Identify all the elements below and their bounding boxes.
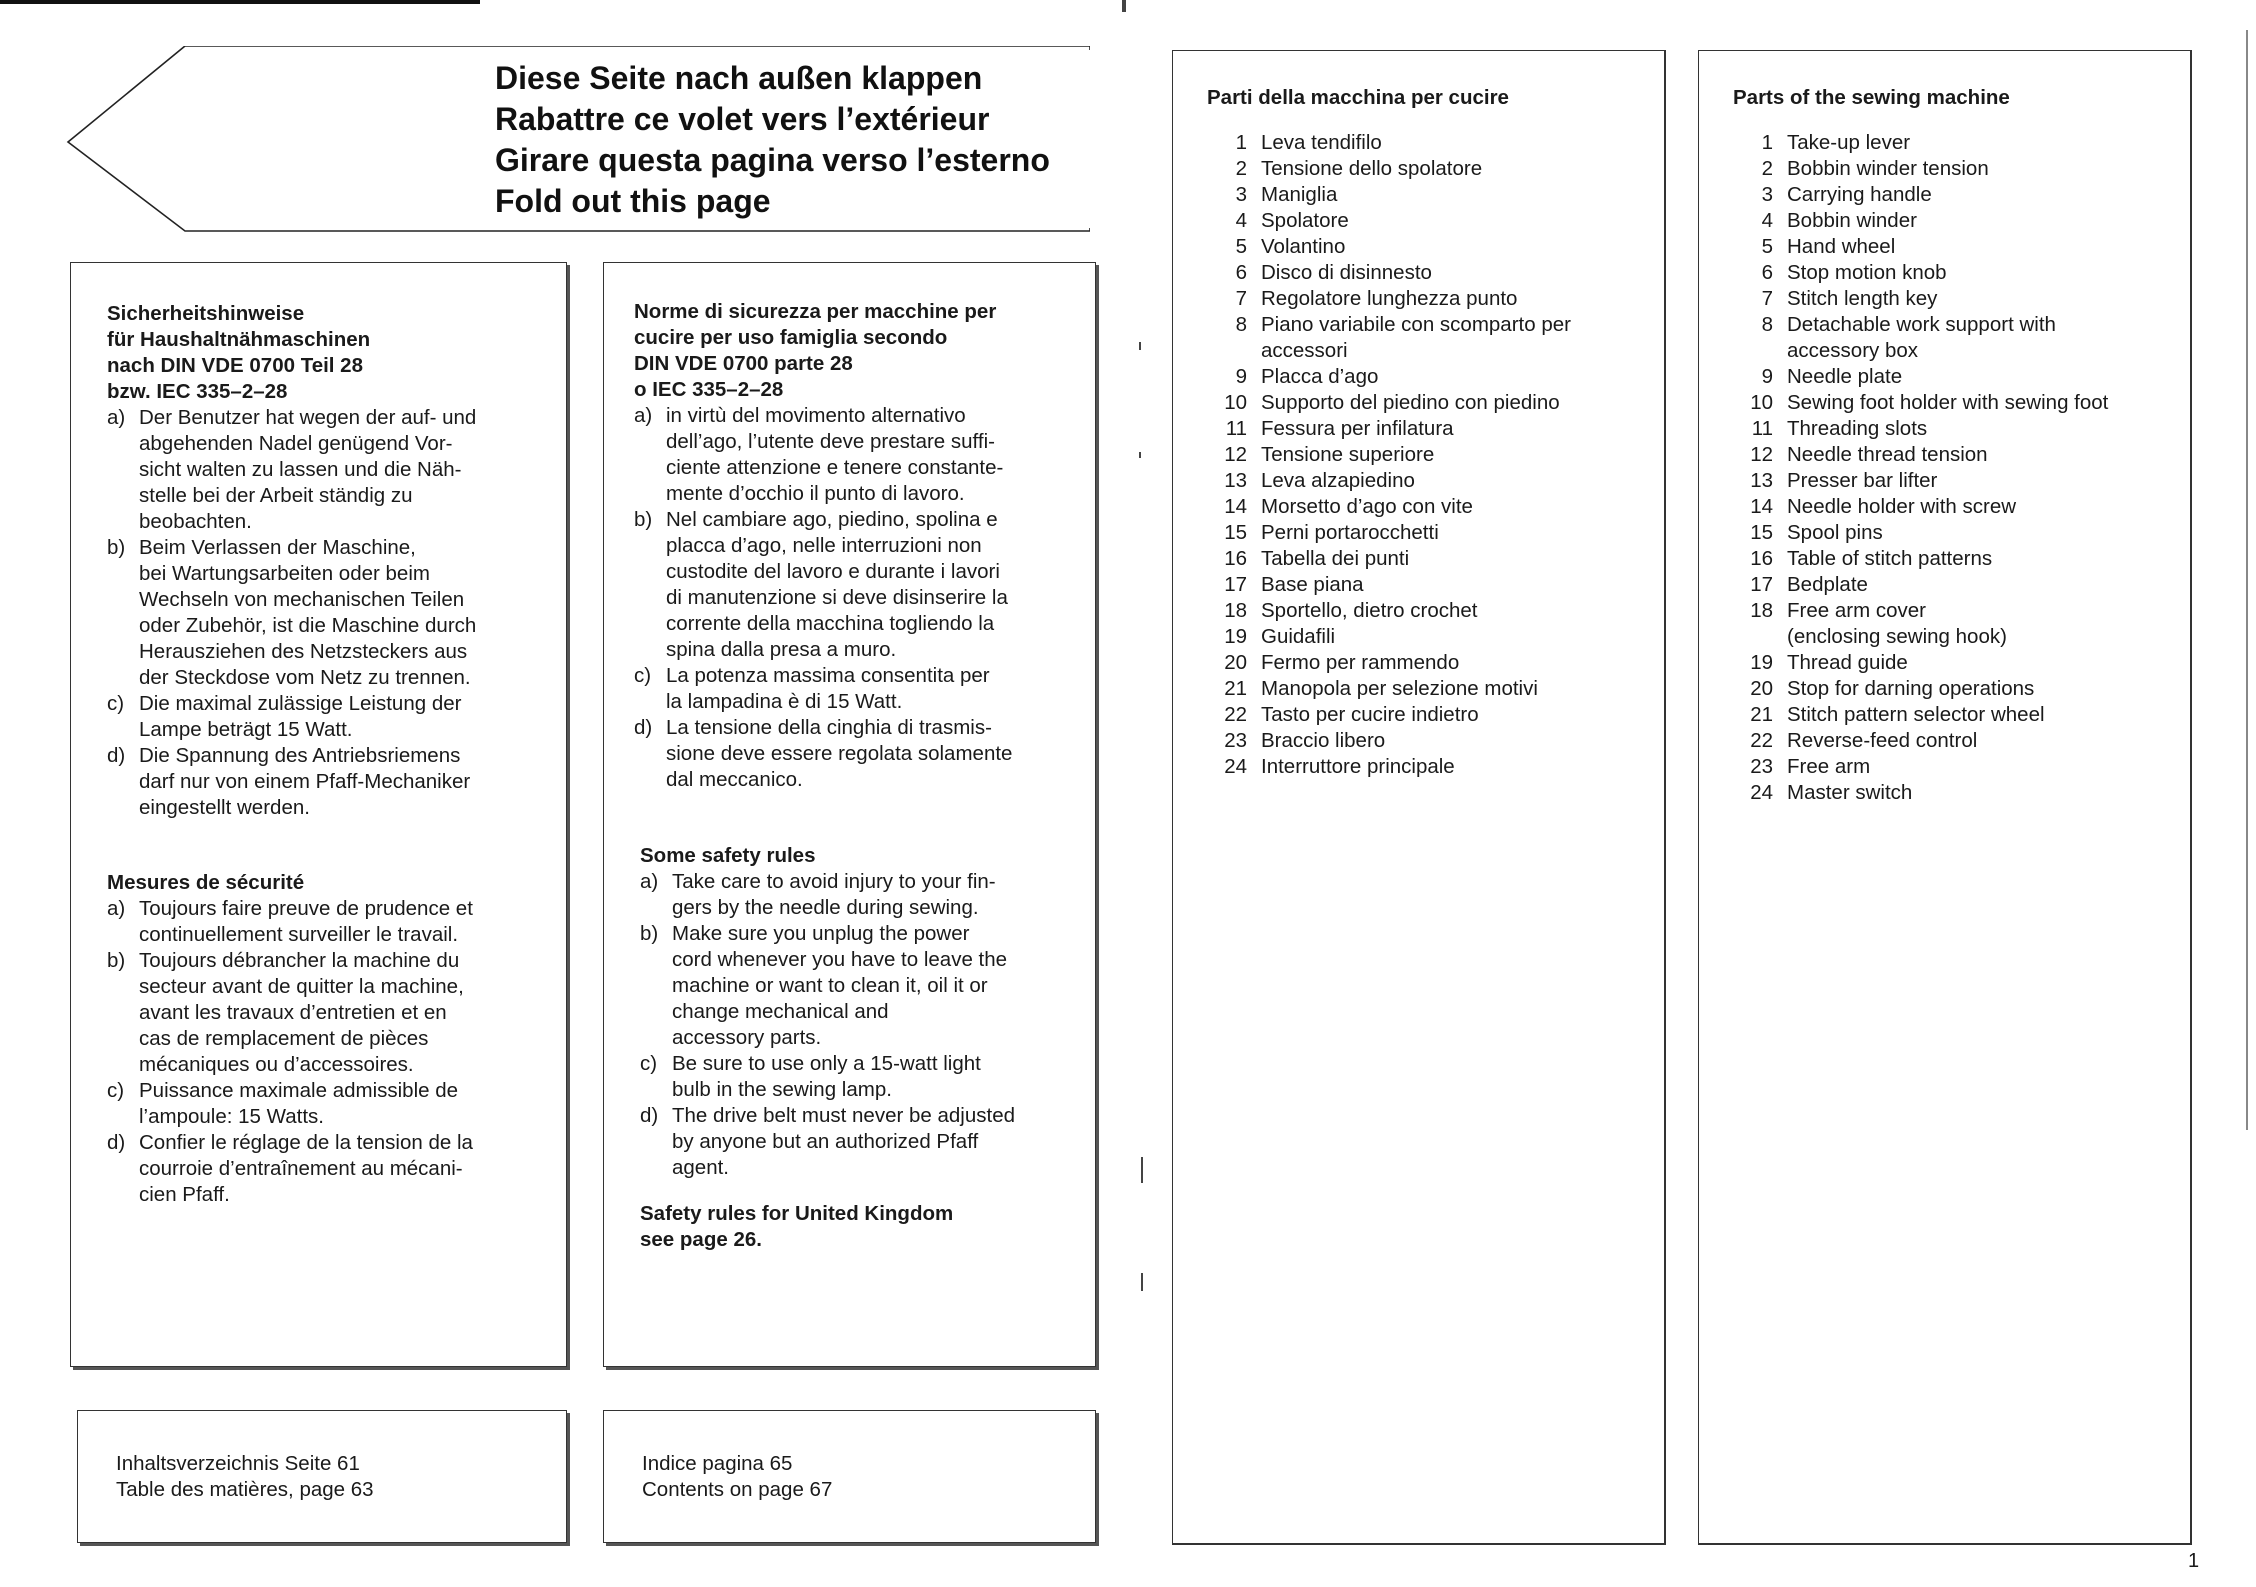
part-item [1207,416,1657,442]
part-name: Table of stitch patterns [1787,547,1993,570]
index-line-fr: Table des matières, page 63 [116,1478,374,1501]
rule-label: c) [107,1079,125,1102]
part-name: Regolatore lunghezza punto [1261,287,1518,310]
safety-rule [640,921,1086,1051]
part-name: Free arm cover (enclosing sewing hook) [1787,599,2007,648]
rule-text: Make sure you unplug the power cord whenever you have to leave the machine or want to clean it, oil it or change mechanical and accessory parts. [672,922,1008,1049]
part-item [1733,286,2185,312]
part-item [1733,468,2185,494]
safety-box-de-fr [70,262,567,1367]
part-name: Tensione superiore [1261,443,1435,466]
part-number: 14 [1750,495,1773,518]
rule-text: Toujours faire preuve de prudence et continuellement surveiller le travail. [139,897,473,946]
part-name: Morsetto d’ago con vite [1261,495,1473,518]
safety-rules-fr [107,896,557,1208]
rule-text: Die maximal zulässige Leistung der Lampe beträgt 15 Watt. [139,692,462,741]
part-item [1207,468,1657,494]
part-item [1207,130,1657,156]
part-name: Tabella dei punti [1261,547,1410,570]
safety-rule [640,869,1086,921]
part-item [1207,208,1657,234]
part-number: 23 [1750,755,1773,778]
part-name: Master switch [1787,781,1913,804]
safety-rule [107,1078,557,1130]
rule-text: Confier le réglage de la tension de la courroie d’entraînement au mécani- cien Pfaff. [139,1131,473,1206]
part-item [1733,494,2185,520]
part-number: 17 [1224,573,1247,596]
safety-section-it [634,299,1086,793]
part-item [1207,494,1657,520]
part-number: 9 [1761,365,1773,388]
rule-label: d) [640,1104,659,1127]
part-name: Take-up lever [1787,131,1911,154]
part-item [1733,780,2185,806]
rule-text: Die Spannung des Antriebsriemens darf nur von einem Pfaff-Mechaniker eingestellt werden. [139,744,471,819]
part-number: 24 [1224,755,1247,778]
rule-text: Toujours débrancher la machine du secteur avant de quitter la machine, avant les travaux d’entretien et en cas de remplacement de pièces mécaniques ou d’accessoires. [139,949,464,1076]
part-number: 15 [1750,521,1773,544]
part-item [1733,260,2185,286]
part-name: Thread guide [1787,651,1908,674]
scan-mark [1141,1157,1143,1183]
part-item [1207,598,1657,624]
part-name: Bobbin winder [1787,209,1917,232]
rule-label: b) [634,508,653,531]
part-number: 24 [1750,781,1773,804]
part-item [1733,182,2185,208]
part-item [1207,182,1657,208]
part-item [1207,286,1657,312]
rule-text: Be sure to use only a 15-watt light bulb in the sewing lamp. [672,1052,981,1101]
part-number: 17 [1750,573,1773,596]
part-number: 5 [1761,235,1773,258]
part-item [1733,390,2185,416]
part-item [1207,676,1657,702]
part-name: Presser bar lifter [1787,469,1938,492]
safety-title-de: Sicherheitshinweise für Haushaltnähmaschinen nach DIN VDE 0700 Teil 28 bzw. IEC 335–2–28 [107,302,371,403]
part-name: Perni portarocchetti [1261,521,1439,544]
fold-line-de: Diese Seite nach außen klappen [495,60,983,96]
part-name: Stitch pattern selector wheel [1787,703,2045,726]
safety-title-en: Some safety rules [640,844,816,867]
safety-rule [107,405,557,535]
rule-label: a) [107,897,126,920]
safety-rule [634,663,1086,715]
rule-text: Der Benutzer hat wegen der auf- und abgehenden Nadel genügend Vor- sicht walten zu lassen und die Näh- stelle bei der Arbeit ständig zu beobachten. [139,406,477,533]
fold-line-en: Fold out this page [495,183,771,219]
part-item [1207,312,1657,364]
part-number: 3 [1235,183,1247,206]
part-name: Spolatore [1261,209,1349,232]
part-name: Needle plate [1787,365,1903,388]
parts-section-en [1733,85,2185,806]
uk-safety-note: Safety rules for United Kingdom see page 26. [640,1202,954,1251]
part-item [1733,156,2185,182]
part-item [1733,364,2185,390]
rule-text: in virtù del movimento alternativo dell’ago, l’utente deve prestare suffi- ciente attenzione e tenere constante- mente d’occhio il punto di lavoro. [666,404,1004,505]
parts-box-it [1172,50,1666,1545]
part-number: 21 [1750,703,1773,726]
part-number: 16 [1750,547,1773,570]
part-number: 1 [1235,131,1247,154]
part-name: Guidafili [1261,625,1336,648]
safety-title-fr: Mesures de sécurité [107,871,305,894]
part-item [1207,442,1657,468]
part-item [1207,702,1657,728]
part-item [1207,520,1657,546]
part-item [1733,312,2185,364]
rule-label: a) [640,870,659,893]
fold-banner [495,58,1095,222]
part-name: Stop for darning operations [1787,677,2035,700]
index-box-de-fr [77,1410,567,1543]
part-name: Free arm [1787,755,1871,778]
part-name: Placca d’ago [1261,365,1379,388]
index-line-it: Indice pagina 65 [642,1452,793,1475]
part-number: 16 [1224,547,1247,570]
part-item [1207,728,1657,754]
part-name: Reverse-feed control [1787,729,1978,752]
part-number: 7 [1761,287,1773,310]
parts-list-it [1207,130,1657,780]
part-name: Tensione dello spolatore [1261,157,1483,180]
part-number: 20 [1224,651,1247,674]
top-edge-bar [0,0,480,4]
part-name: Needle holder with screw [1787,495,2017,518]
safety-rules-it [634,403,1086,793]
safety-rule [107,691,557,743]
part-item [1207,156,1657,182]
safety-section-de [107,301,557,821]
part-name: Leva alzapiedino [1261,469,1415,492]
scan-mark [2246,30,2248,1130]
part-name: Manopola per selezione motivi [1261,677,1538,700]
part-name: Detachable work support with accessory box [1787,313,2056,362]
part-item [1733,676,2185,702]
part-name: Fermo per rammendo [1261,651,1460,674]
index-box-it-en [603,1410,1096,1543]
part-number: 19 [1224,625,1247,648]
part-number: 13 [1224,469,1247,492]
part-number: 2 [1235,157,1247,180]
scan-mark [1139,452,1141,458]
part-item [1733,702,2185,728]
part-item [1733,754,2185,780]
part-number: 19 [1750,651,1773,674]
safety-rules-de [107,405,557,821]
part-name: Bedplate [1787,573,1868,596]
part-name: Leva tendifilo [1261,131,1382,154]
part-item [1733,728,2185,754]
part-item [1733,572,2185,598]
part-number: 23 [1224,729,1247,752]
safety-title-it: Norme di sicurezza per macchine per cucire per uso famiglia secondo DIN VDE 0700 parte 28 o IEC 335–2–28 [634,300,997,401]
part-number: 22 [1224,703,1247,726]
part-number: 9 [1235,365,1247,388]
safety-rule [107,743,557,821]
parts-box-en [1698,50,2192,1545]
part-name: Carrying handle [1787,183,1932,206]
part-number: 11 [1225,417,1247,440]
part-number: 10 [1224,391,1247,414]
part-item [1733,520,2185,546]
fold-line-it: Girare questa pagina verso l’esterno [495,142,1050,178]
parts-title-en: Parts of the sewing machine [1733,86,2010,109]
scan-mark [1141,1273,1143,1291]
part-name: Hand wheel [1787,235,1896,258]
rule-label: b) [640,922,659,945]
index-text-it-en [642,1451,832,1503]
safety-rule [107,535,557,691]
part-number: 22 [1750,729,1773,752]
rule-text: La tensione della cinghia di trasmis- sione deve essere regolata solamente dal meccanico. [666,716,1013,791]
part-name: Threading slots [1787,417,1928,440]
part-number: 7 [1235,287,1247,310]
part-number: 13 [1750,469,1773,492]
rule-label: c) [640,1052,658,1075]
safety-box-it-en [603,262,1096,1367]
part-item [1733,442,2185,468]
part-item [1733,208,2185,234]
part-name: Piano variabile con scomparto per accessori [1261,313,1571,362]
index-line-en: Contents on page 67 [642,1478,833,1501]
part-item [1733,598,2185,650]
rule-label: d) [107,1131,126,1154]
part-number: 6 [1235,261,1247,284]
part-name: Sportello, dietro crochet [1261,599,1478,622]
safety-rule [640,1103,1086,1181]
part-number: 10 [1750,391,1773,414]
safety-rule [634,507,1086,663]
part-name: Maniglia [1261,183,1338,206]
rule-label: d) [634,716,653,739]
rule-label: d) [107,744,126,767]
part-item [1733,234,2185,260]
safety-rule [107,948,557,1078]
part-number: 4 [1235,209,1247,232]
part-item [1207,754,1657,780]
part-item [1207,390,1657,416]
part-number: 5 [1235,235,1247,258]
scan-mark [1139,342,1141,350]
rule-text: Puissance maximale admissible de l’ampoule: 15 Watts. [139,1079,459,1128]
parts-list-en [1733,130,2185,806]
part-number: 3 [1761,183,1773,206]
part-name: Interruttore principale [1261,755,1455,778]
part-number: 8 [1235,313,1247,336]
rule-text: La potenza massima consentita per la lampadina è di 15 Watt. [666,664,990,713]
fold-line-fr: Rabattre ce volet vers l’extérieur [495,101,990,137]
index-line-de: Inhaltsverzeichnis Seite 61 [116,1452,360,1475]
part-number: 12 [1224,443,1247,466]
part-name: Needle thread tension [1787,443,1988,466]
page-number: 1 [2188,1550,2200,1572]
safety-rule [634,715,1086,793]
part-name: Supporto del piedino con piedino [1261,391,1560,414]
rule-text: Nel cambiare ago, piedino, spolina e placca d’ago, nelle interruzioni non custodite del lavoro e durante i lavori di manutenzione si deve disinserire la corrente della macchina togliendo la spina dalla presa a muro. [666,508,1008,661]
rule-label: b) [107,536,126,559]
part-item [1207,364,1657,390]
part-number: 15 [1224,521,1247,544]
part-name: Disco di disinnesto [1261,261,1432,284]
part-name: Bobbin winder tension [1787,157,1989,180]
part-number: 8 [1761,313,1773,336]
part-item [1207,572,1657,598]
part-item [1207,650,1657,676]
part-item [1207,260,1657,286]
safety-rule [640,1051,1086,1103]
index-text-de-fr [116,1451,374,1503]
part-number: 12 [1750,443,1773,466]
rule-text: Beim Verlassen der Maschine, bei Wartungsarbeiten oder beim Wechseln von mechanischen Teilen oder Zubehör, ist die Maschine durch Herausziehen des Netzsteckers aus der Steckdose vom Netz zu trennen. [139,536,477,689]
part-number: 2 [1761,157,1773,180]
part-name: Base piana [1261,573,1364,596]
part-name: Stop motion knob [1787,261,1947,284]
part-name: Stitch length key [1787,287,1938,310]
part-number: 18 [1224,599,1247,622]
safety-rule [107,896,557,948]
part-number: 20 [1750,677,1773,700]
part-number: 14 [1224,495,1247,518]
part-name: Spool pins [1787,521,1883,544]
safety-section-en [640,843,1086,1253]
part-name: Tasto per cucire indietro [1261,703,1479,726]
part-number: 21 [1224,677,1247,700]
rule-text: Take care to avoid injury to your fin- gers by the needle during sewing. [672,870,996,919]
safety-section-fr [107,870,557,1208]
part-name: Sewing foot holder with sewing foot [1787,391,2109,414]
rule-label: a) [634,404,653,427]
part-number: 11 [1751,417,1773,440]
rule-label: c) [107,692,125,715]
rule-label: c) [634,664,652,687]
parts-title-it: Parti della macchina per cucire [1207,86,1509,109]
part-name: Braccio libero [1261,729,1386,752]
parts-section-it [1207,85,1657,780]
rule-label: b) [107,949,126,972]
part-name: Volantino [1261,235,1346,258]
safety-rule [634,403,1086,507]
part-item [1207,234,1657,260]
scan-mark [1122,0,1126,12]
safety-rule [107,1130,557,1208]
safety-rules-en [640,869,1086,1181]
part-item [1207,624,1657,650]
rule-text: The drive belt must never be adjusted by anyone but an authorized Pfaff agent. [672,1104,1015,1179]
part-item [1733,546,2185,572]
part-item [1733,130,2185,156]
part-item [1207,546,1657,572]
part-number: 4 [1761,209,1773,232]
part-item [1733,650,2185,676]
part-number: 1 [1761,131,1773,154]
part-number: 6 [1761,261,1773,284]
rule-label: a) [107,406,126,429]
part-number: 18 [1750,599,1773,622]
part-item [1733,416,2185,442]
part-name: Fessura per infilatura [1261,417,1454,440]
